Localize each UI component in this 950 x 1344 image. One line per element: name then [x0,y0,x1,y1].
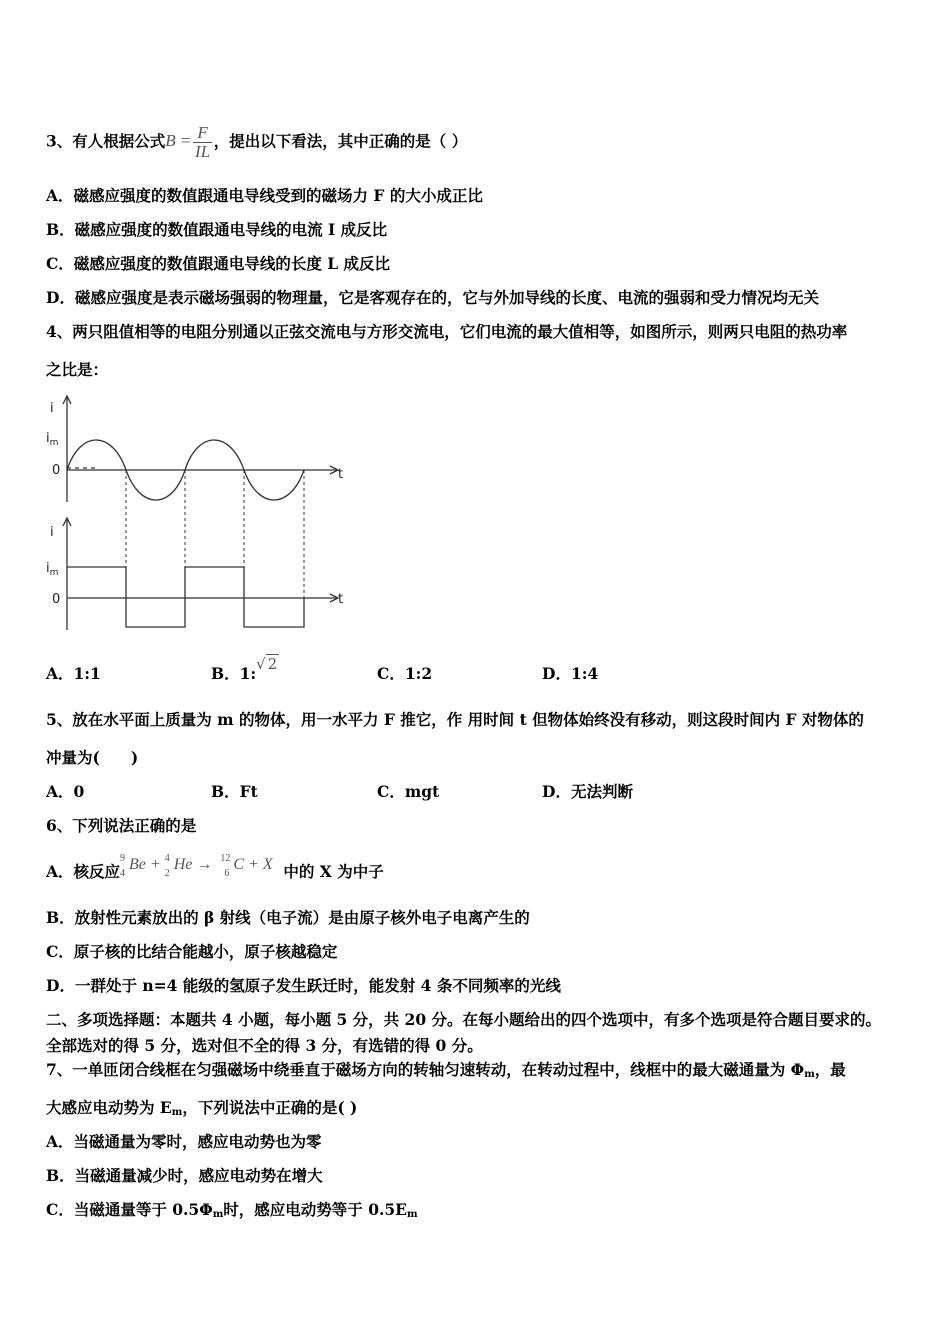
top-t-label: t [338,467,344,482]
bottom-zero-label: 0 [52,592,61,607]
q4-stem-line2: 之比是： [46,360,109,379]
q5-option-c: C．mgt [377,782,440,801]
bottom-im-label: $i_m$ [46,561,59,578]
q6-stem: 6、下列说法正确的是 [46,816,197,835]
q3-option-b: B．磁感应强度的数值跟通电导线的电流 I 成反比 [46,220,388,239]
q4-option-b-prefix: B．1: [211,664,257,683]
q7-option-b: B．当磁通量减少时，感应电动势在增大 [46,1166,323,1185]
bottom-i-label: i [50,525,54,540]
q5-stem-line1: 5、放在水平面上质量为 m 的物体，用一水平力 F 推它，作 用时间 t 但物体始终没有移动，则这段时间内 F 对物体的 [46,710,864,729]
plus-sign: + [149,856,161,873]
nuclide-he: 4 2 He [164,853,193,879]
q4-option-c: C．1:2 [377,664,433,683]
formula-denominator: IL [195,142,211,161]
sqrt-symbol: √ 2 [256,655,278,673]
top-im-label: $i_m$ [46,431,59,448]
q5-option-b: B．Ft [211,782,258,801]
section2-line1: 二、多项选择题：本题共 4 小题，每小题 5 分，共 20 分。在每小题给出的四个选项中，有多个选项是符合题目要求的。 [46,1010,882,1029]
top-i-label: i [50,401,54,416]
particle-x: X [262,856,273,873]
q6-option-d: D．一群处于 n=4 能级的氢原子发生跃迁时，能发射 4 条不同频率的光线 [46,976,561,995]
formula-fraction [193,124,211,161]
nuclide-c: 12 6 C [220,853,245,879]
q3-prefix: 3、有人根据公式 [46,131,166,151]
q4-option-b [211,655,279,684]
q3-suffix: ，提出以下看法，其中正确的是（ ） [213,131,468,151]
q6-option-b: B．放射性元素放出的 β 射线（电子流）是由原子核外电子电离产生的 [46,908,530,927]
q6-option-a-prefix: A．核反应 [46,862,121,881]
q3-stem [46,124,467,161]
formula-lhs: B = [165,131,192,151]
nuclear-reaction-formula [120,853,273,879]
q4-option-a: A．1:1 [46,664,101,683]
plus-sign-2: + [248,856,259,873]
q6-option-c: C．原子核的比结合能越小，原子核越稳定 [46,942,338,961]
q7-option-a: A．当磁通量为零时，感应电动势也为零 [46,1132,322,1151]
q7-stem-line2: 大感应电动势为 $E_m$，下列说法中正确的是( ) [46,1098,358,1118]
formula-numerator: F [193,124,211,143]
q3-option-d: D．磁感应强度是表示磁场强弱的物理量，它是客观存在的，它与外加导线的长度、电流的强弱和受力情况均无关 [46,288,819,307]
q5-option-d: D．无法判断 [542,782,633,801]
section2-line2: 全部选对的得 5 分，选对但不全的得 3 分，有选错的得 0 分。 [46,1036,483,1055]
square-wave [67,567,304,627]
q5-option-a: A．0 [46,782,85,801]
q5-stem-line2: 冲量为( ) [46,748,139,767]
q3-option-c: C．磁感应强度的数值跟通电导线的长度 L 成反比 [46,254,391,273]
q4-option-d: D．1:4 [542,664,599,683]
q3-formula [165,123,214,161]
q7-option-c: C．当磁通量等于 $0.5\Phi_m$时，感应电动势等于 $0.5E_m$ [46,1200,418,1220]
q3-option-a: A．磁感应强度的数值跟通电导线受到的磁场力 F 的大小成正比 [46,186,483,205]
q6-option-a [46,853,384,883]
reaction-arrow: → [196,856,213,873]
q6-option-a-suffix: 中的 X 为中子 [283,862,384,881]
q7-stem-line1: 7、一单匝闭合线框在匀强磁场中绕垂直于磁场方向的转轴匀速转动，在转动过程中，线框中的最大磁通量为 $\Phi_m$，最 [46,1060,846,1080]
bottom-t-label: t [338,592,344,607]
top-zero-label: 0 [52,463,61,478]
q4-current-graphs [40,390,360,640]
sqrt-radicand: 2 [267,655,278,673]
nuclide-be: 9 4 Be [120,853,146,879]
q4-stem-line1: 4、两只阻值相等的电阻分别通以正弦交流电与方形交流电，它们电流的最大值相等，如图所示，则两只电阻的热功率 [46,322,848,341]
